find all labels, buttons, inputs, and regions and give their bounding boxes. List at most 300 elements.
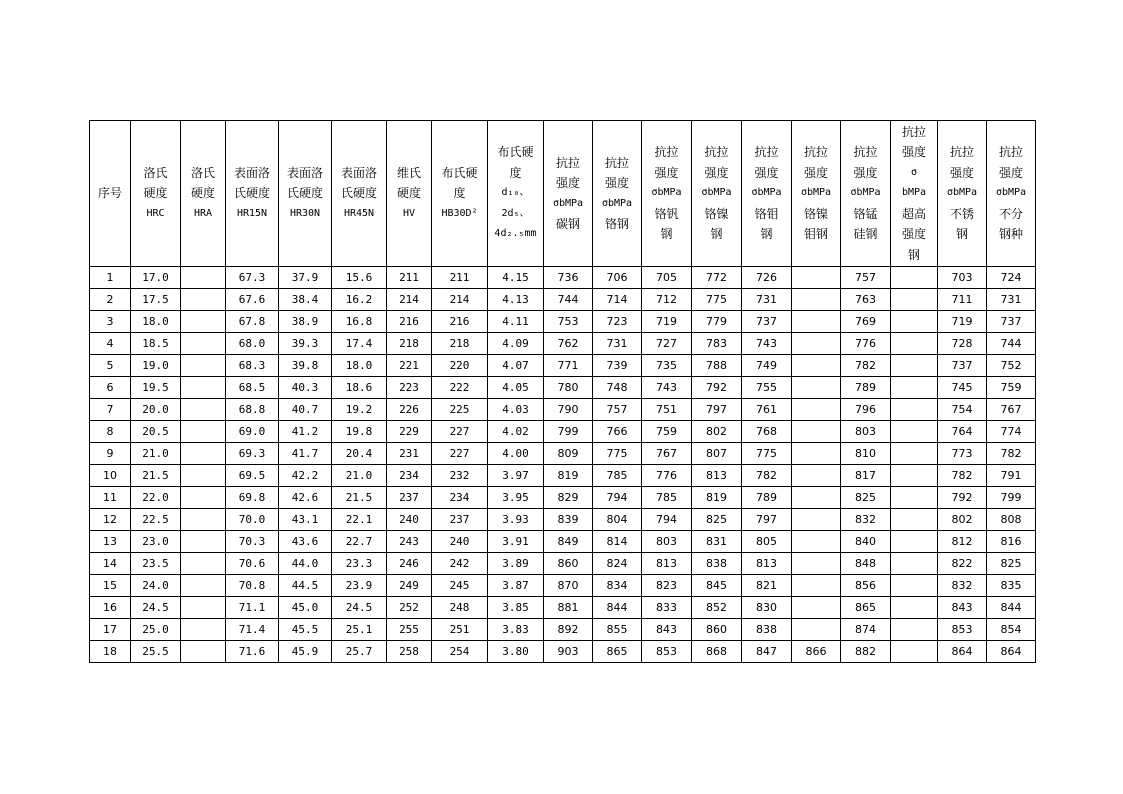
table-cell: 18.0 xyxy=(131,311,181,333)
table-cell: 4.07 xyxy=(488,355,544,377)
column-header-line: 硬度 xyxy=(143,186,168,201)
table-cell xyxy=(181,377,226,399)
table-cell: 762 xyxy=(544,333,593,355)
column-header-line: HR45N xyxy=(343,207,375,219)
table-cell: 830 xyxy=(742,597,792,619)
column-header-line: 铬镍 xyxy=(803,206,828,221)
column-header-6 xyxy=(387,121,432,267)
column-header-line: 不分 xyxy=(998,206,1023,221)
table-cell: 749 xyxy=(742,355,792,377)
table-cell: 724 xyxy=(987,267,1036,289)
table-cell: 759 xyxy=(642,421,692,443)
table-cell xyxy=(792,333,841,355)
table-cell: 728 xyxy=(938,333,987,355)
column-header-line: σbMPa xyxy=(800,187,832,199)
table-cell: 853 xyxy=(938,619,987,641)
column-header-line: σbMPa xyxy=(995,187,1027,199)
table-cell: 246 xyxy=(387,553,432,575)
table-cell xyxy=(181,487,226,509)
column-header-line: 度 xyxy=(453,186,466,201)
table-row xyxy=(90,399,1036,421)
column-header-line: 强度 xyxy=(998,165,1023,180)
table-cell: 3.83 xyxy=(488,619,544,641)
table-cell: 719 xyxy=(642,311,692,333)
column-header-line: 布氏硬 xyxy=(497,145,534,160)
table-cell: 768 xyxy=(742,421,792,443)
table-cell: 840 xyxy=(841,531,891,553)
column-header-line: 抗拉 xyxy=(803,145,828,160)
table-cell: 789 xyxy=(742,487,792,509)
column-header-3 xyxy=(226,121,279,267)
table-cell: 6 xyxy=(90,377,131,399)
column-header-line: 抗拉 xyxy=(853,145,878,160)
table-cell: 796 xyxy=(841,399,891,421)
table-cell xyxy=(792,509,841,531)
column-header-line: 钢 xyxy=(660,227,673,242)
table-cell: 234 xyxy=(387,465,432,487)
table-cell: 9 xyxy=(90,443,131,465)
table-cell: 743 xyxy=(742,333,792,355)
column-header-1 xyxy=(131,121,181,267)
table-cell xyxy=(792,399,841,421)
table-cell: 44.0 xyxy=(279,553,332,575)
table-cell xyxy=(891,597,938,619)
table-cell: 211 xyxy=(432,267,488,289)
table-cell: 25.5 xyxy=(131,641,181,663)
table-cell: 70.8 xyxy=(226,575,279,597)
table-cell: 234 xyxy=(432,487,488,509)
table-cell xyxy=(792,421,841,443)
table-cell: 44.5 xyxy=(279,575,332,597)
table-cell: 254 xyxy=(432,641,488,663)
table-cell xyxy=(792,311,841,333)
table-cell xyxy=(891,553,938,575)
table-cell: 14 xyxy=(90,553,131,575)
table-row xyxy=(90,509,1036,531)
table-cell: 703 xyxy=(938,267,987,289)
column-header-line: 硬度 xyxy=(396,186,421,201)
table-cell: 775 xyxy=(742,443,792,465)
table-cell: 874 xyxy=(841,619,891,641)
column-header-line: 强度 xyxy=(901,227,926,242)
table-cell: 810 xyxy=(841,443,891,465)
table-cell: 753 xyxy=(544,311,593,333)
table-cell: 825 xyxy=(841,487,891,509)
table-cell xyxy=(792,597,841,619)
table-cell: 773 xyxy=(938,443,987,465)
table-cell: 809 xyxy=(544,443,593,465)
table-cell: 794 xyxy=(593,487,642,509)
table-cell: 839 xyxy=(544,509,593,531)
table-cell: 802 xyxy=(692,421,742,443)
table-cell: 23.0 xyxy=(131,531,181,553)
table-cell: 3.85 xyxy=(488,597,544,619)
table-cell: 227 xyxy=(432,421,488,443)
table-cell xyxy=(792,465,841,487)
table-cell: 782 xyxy=(987,443,1036,465)
table-row xyxy=(90,553,1036,575)
table-cell: 748 xyxy=(593,377,642,399)
table-cell xyxy=(181,553,226,575)
column-header-line: HR30N xyxy=(289,207,321,219)
table-cell: 71.6 xyxy=(226,641,279,663)
table-cell: 15.6 xyxy=(332,267,387,289)
table-cell: 25.7 xyxy=(332,641,387,663)
table-cell: 251 xyxy=(432,619,488,641)
column-header-line: 碳钢 xyxy=(555,217,580,231)
table-cell: 21.0 xyxy=(131,443,181,465)
table-cell: 723 xyxy=(593,311,642,333)
table-cell: 69.3 xyxy=(226,443,279,465)
table-cell xyxy=(792,575,841,597)
column-header-line: HR15N xyxy=(236,207,268,219)
column-header-7 xyxy=(432,121,488,267)
table-cell: 854 xyxy=(987,619,1036,641)
table-body xyxy=(90,267,1036,663)
column-header-line: 铬钢 xyxy=(604,217,629,231)
table-cell: 45.0 xyxy=(279,597,332,619)
table-cell: 797 xyxy=(742,509,792,531)
table-cell: 3 xyxy=(90,311,131,333)
table-cell: 759 xyxy=(987,377,1036,399)
table-cell: 16.2 xyxy=(332,289,387,311)
column-header-11 xyxy=(642,121,692,267)
column-header-line: 氏硬度 xyxy=(340,186,377,201)
table-cell: 727 xyxy=(642,333,692,355)
table-row xyxy=(90,531,1036,553)
column-header-line: 表面洛 xyxy=(233,165,270,180)
table-cell: 831 xyxy=(692,531,742,553)
table-cell xyxy=(891,509,938,531)
table-cell: 792 xyxy=(692,377,742,399)
table-cell: 68.3 xyxy=(226,355,279,377)
table-cell: 882 xyxy=(841,641,891,663)
table-cell xyxy=(181,311,226,333)
table-cell: 766 xyxy=(593,421,642,443)
table-cell: 240 xyxy=(432,531,488,553)
table-cell: 812 xyxy=(938,531,987,553)
table-cell xyxy=(181,333,226,355)
table-cell: 780 xyxy=(544,377,593,399)
table-cell: 799 xyxy=(544,421,593,443)
table-cell: 744 xyxy=(987,333,1036,355)
column-header-line: σbMPa xyxy=(850,187,881,199)
table-cell: 67.3 xyxy=(226,267,279,289)
table-cell: 229 xyxy=(387,421,432,443)
table-cell: 24.5 xyxy=(131,597,181,619)
column-header-line: σbMPa xyxy=(751,187,782,199)
table-cell: 856 xyxy=(841,575,891,597)
column-header-line: 抗拉 xyxy=(754,145,779,160)
table-cell: 757 xyxy=(593,399,642,421)
table-cell: 865 xyxy=(593,641,642,663)
table-cell: 216 xyxy=(432,311,488,333)
column-header-line: 表面洛 xyxy=(286,165,323,180)
table-cell xyxy=(891,531,938,553)
table-cell: 834 xyxy=(593,575,642,597)
table-cell: 237 xyxy=(387,487,432,509)
table-cell: 860 xyxy=(692,619,742,641)
table-cell: 771 xyxy=(544,355,593,377)
column-header-line: 强度 xyxy=(555,176,580,190)
table-cell: 232 xyxy=(432,465,488,487)
table-cell: 744 xyxy=(544,289,593,311)
table-cell: 767 xyxy=(642,443,692,465)
column-header-2 xyxy=(181,121,226,267)
table-cell xyxy=(891,421,938,443)
table-cell: 754 xyxy=(938,399,987,421)
column-header-14 xyxy=(792,121,841,267)
table-cell: 776 xyxy=(642,465,692,487)
table-cell: 803 xyxy=(841,421,891,443)
table-cell: 7 xyxy=(90,399,131,421)
table-cell: 719 xyxy=(938,311,987,333)
table-cell: 844 xyxy=(987,597,1036,619)
table-cell: 767 xyxy=(987,399,1036,421)
table-row xyxy=(90,487,1036,509)
table-cell: 248 xyxy=(432,597,488,619)
table-cell: 751 xyxy=(642,399,692,421)
table-cell: 22.1 xyxy=(332,509,387,531)
table-cell xyxy=(792,443,841,465)
table-cell: 68.0 xyxy=(226,333,279,355)
table-cell: 789 xyxy=(841,377,891,399)
table-cell: 864 xyxy=(987,641,1036,663)
table-row xyxy=(90,619,1036,641)
column-header-line: 硬度 xyxy=(190,186,215,201)
table-cell: 2 xyxy=(90,289,131,311)
table-cell: 10 xyxy=(90,465,131,487)
column-header-line: 强度 xyxy=(803,165,828,180)
table-cell: 258 xyxy=(387,641,432,663)
column-header-line: d₁₀、 xyxy=(501,187,530,199)
table-cell: 8 xyxy=(90,421,131,443)
table-cell xyxy=(181,355,226,377)
table-cell xyxy=(181,641,226,663)
table-cell: 774 xyxy=(987,421,1036,443)
table-cell: 38.4 xyxy=(279,289,332,311)
table-cell: 838 xyxy=(692,553,742,575)
table-cell: 4 xyxy=(90,333,131,355)
table-cell: 69.8 xyxy=(226,487,279,509)
table-cell: 785 xyxy=(593,465,642,487)
column-header-0 xyxy=(90,121,131,267)
table-cell: 24.5 xyxy=(332,597,387,619)
column-header-9 xyxy=(544,121,593,267)
table-cell: 255 xyxy=(387,619,432,641)
table-cell: 22.0 xyxy=(131,487,181,509)
table-cell: 68.8 xyxy=(226,399,279,421)
table-cell xyxy=(891,333,938,355)
table-cell: 17.4 xyxy=(332,333,387,355)
table-cell: 218 xyxy=(387,333,432,355)
table-cell: 4.13 xyxy=(488,289,544,311)
table-cell: 18 xyxy=(90,641,131,663)
table-cell xyxy=(181,289,226,311)
table-cell: 844 xyxy=(593,597,642,619)
table-cell: 814 xyxy=(593,531,642,553)
table-cell: 865 xyxy=(841,597,891,619)
table-cell: 706 xyxy=(593,267,642,289)
column-header-line: 抗拉 xyxy=(555,155,580,170)
column-header-line: 氏硬度 xyxy=(286,186,323,201)
table-cell: 757 xyxy=(841,267,891,289)
table-cell: 17.0 xyxy=(131,267,181,289)
table-cell: 737 xyxy=(938,355,987,377)
table-cell: 20.4 xyxy=(332,443,387,465)
table-cell: 41.7 xyxy=(279,443,332,465)
table-cell: 835 xyxy=(987,575,1036,597)
column-header-line: 4d₂.₅mm xyxy=(494,228,537,240)
table-row xyxy=(90,377,1036,399)
column-header-line: 氏硬度 xyxy=(233,186,270,201)
column-header-line: 钢 xyxy=(710,227,723,242)
table-cell: 775 xyxy=(593,443,642,465)
table-cell: 763 xyxy=(841,289,891,311)
table-cell: 214 xyxy=(387,289,432,311)
table-cell: 808 xyxy=(987,509,1036,531)
table-cell xyxy=(792,289,841,311)
table-cell xyxy=(792,487,841,509)
table-cell: 43.6 xyxy=(279,531,332,553)
column-header-16 xyxy=(891,121,938,267)
column-header-line: 2d₅、 xyxy=(501,207,530,219)
table-cell: 69.5 xyxy=(226,465,279,487)
table-cell: 70.0 xyxy=(226,509,279,531)
hardness-conversion-table xyxy=(89,120,1036,663)
table-cell: 782 xyxy=(742,465,792,487)
table-cell: 243 xyxy=(387,531,432,553)
table-cell: 69.0 xyxy=(226,421,279,443)
table-cell: 214 xyxy=(432,289,488,311)
table-cell: 792 xyxy=(938,487,987,509)
column-header-line: 布氏硬 xyxy=(441,165,478,180)
table-cell: 43.1 xyxy=(279,509,332,531)
table-cell: 21.5 xyxy=(131,465,181,487)
table-cell: 218 xyxy=(432,333,488,355)
column-header-8 xyxy=(488,121,544,267)
table-cell: 813 xyxy=(692,465,742,487)
table-cell: 1 xyxy=(90,267,131,289)
table-cell xyxy=(792,355,841,377)
table-row xyxy=(90,575,1036,597)
table-cell xyxy=(181,597,226,619)
table-cell: 779 xyxy=(692,311,742,333)
table-row xyxy=(90,465,1036,487)
table-cell: 19.0 xyxy=(131,355,181,377)
table-cell: 3.91 xyxy=(488,531,544,553)
column-header-line: 强度 xyxy=(853,165,878,180)
table-cell: 18.5 xyxy=(131,333,181,355)
table-cell: 755 xyxy=(742,377,792,399)
table-cell: 788 xyxy=(692,355,742,377)
table-cell: 40.3 xyxy=(279,377,332,399)
table-cell: 67.6 xyxy=(226,289,279,311)
table-cell: 705 xyxy=(642,267,692,289)
table-cell: 785 xyxy=(642,487,692,509)
table-cell: 3.89 xyxy=(488,553,544,575)
table-cell: 849 xyxy=(544,531,593,553)
table-cell xyxy=(792,531,841,553)
table-row xyxy=(90,443,1036,465)
table-cell xyxy=(181,509,226,531)
table-cell: 211 xyxy=(387,267,432,289)
table-cell xyxy=(891,465,938,487)
table-cell xyxy=(181,465,226,487)
table-cell: 70.6 xyxy=(226,553,279,575)
table-cell xyxy=(891,311,938,333)
table-cell: 42.2 xyxy=(279,465,332,487)
table-cell: 824 xyxy=(593,553,642,575)
table-cell: 805 xyxy=(742,531,792,553)
column-header-line: 钢种 xyxy=(998,227,1023,242)
table-cell: 220 xyxy=(432,355,488,377)
column-header-line: bMPa xyxy=(901,187,927,199)
column-header-line: σbMPa xyxy=(552,197,584,209)
table-cell: 237 xyxy=(432,509,488,531)
column-header-line: HRC xyxy=(146,207,165,219)
table-cell: 843 xyxy=(938,597,987,619)
table-cell: 39.8 xyxy=(279,355,332,377)
table-cell: 813 xyxy=(742,553,792,575)
table-cell: 25.1 xyxy=(332,619,387,641)
table-cell: 832 xyxy=(938,575,987,597)
table-cell: 714 xyxy=(593,289,642,311)
table-cell: 4.00 xyxy=(488,443,544,465)
table-cell: 783 xyxy=(692,333,742,355)
table-cell: 881 xyxy=(544,597,593,619)
table-cell: 22.7 xyxy=(332,531,387,553)
column-header-line: 抗拉 xyxy=(604,155,629,170)
column-header-18 xyxy=(987,121,1036,267)
table-cell: 19.5 xyxy=(131,377,181,399)
table-cell: 221 xyxy=(387,355,432,377)
table-row xyxy=(90,597,1036,619)
column-header-line: 序号 xyxy=(97,186,122,201)
table-cell: 737 xyxy=(742,311,792,333)
table-cell: 3.95 xyxy=(488,487,544,509)
table-cell: 4.05 xyxy=(488,377,544,399)
column-header-15 xyxy=(841,121,891,267)
table-cell xyxy=(792,619,841,641)
column-header-line: 硅钢 xyxy=(853,227,878,242)
table-cell: 847 xyxy=(742,641,792,663)
column-header-line: 强度 xyxy=(754,165,779,180)
table-cell: 807 xyxy=(692,443,742,465)
column-header-line: 钢 xyxy=(955,227,968,242)
table-cell: 16 xyxy=(90,597,131,619)
column-header-line: HV xyxy=(402,207,416,219)
table-cell: 813 xyxy=(642,553,692,575)
table-cell xyxy=(792,267,841,289)
column-header-line: 强度 xyxy=(654,165,679,180)
table-row xyxy=(90,267,1036,289)
table-cell: 712 xyxy=(642,289,692,311)
table-cell: 745 xyxy=(938,377,987,399)
table-cell: 799 xyxy=(987,487,1036,509)
table-cell: 20.0 xyxy=(131,399,181,421)
table-cell: 17 xyxy=(90,619,131,641)
table-cell xyxy=(891,267,938,289)
table-cell: 252 xyxy=(387,597,432,619)
table-cell: 761 xyxy=(742,399,792,421)
table-cell: 731 xyxy=(742,289,792,311)
table-cell: 71.1 xyxy=(226,597,279,619)
table-cell: 225 xyxy=(432,399,488,421)
table-cell: 737 xyxy=(987,311,1036,333)
table-cell: 226 xyxy=(387,399,432,421)
table-cell: 18.6 xyxy=(332,377,387,399)
